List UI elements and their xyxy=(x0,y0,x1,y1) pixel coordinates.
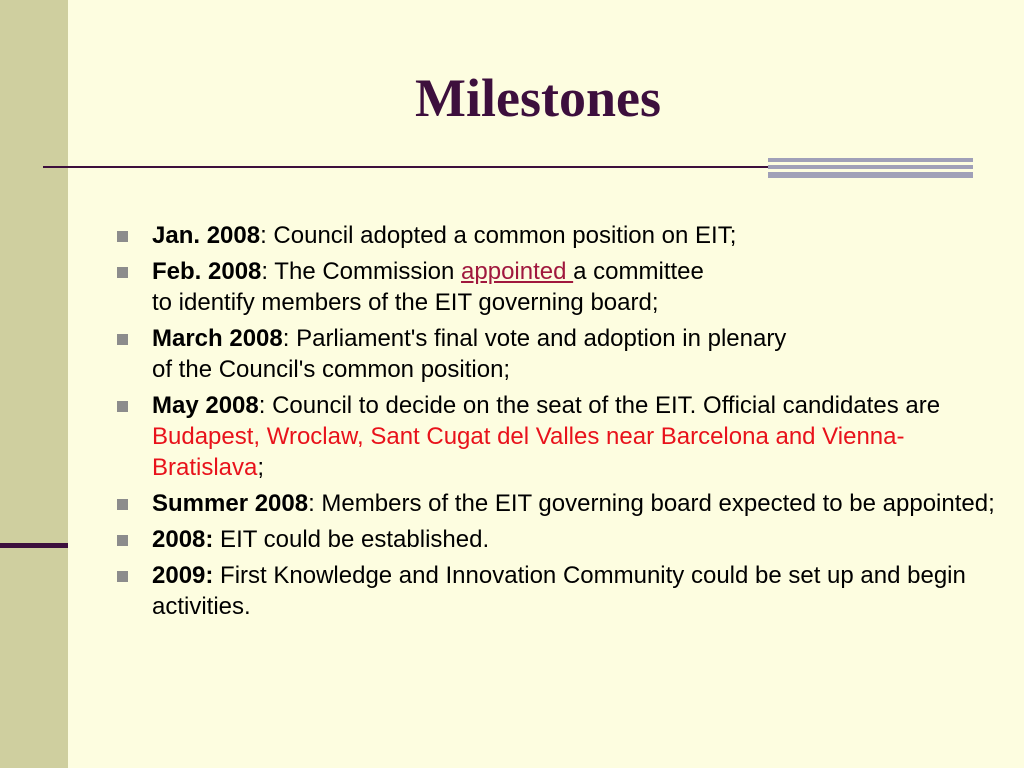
square-bullet-icon xyxy=(117,401,128,412)
square-bullet-icon xyxy=(117,535,128,546)
square-bullet-icon xyxy=(117,334,128,345)
milestone-date: Summer 2008 xyxy=(152,490,309,517)
milestone-description: ; xyxy=(257,454,265,481)
milestone-description: First Knowledge and Innovation Community could be set up and begin activities. xyxy=(152,562,966,620)
milestone-date: Jan. 2008 xyxy=(152,222,261,249)
milestone-item xyxy=(117,256,997,318)
stripe-bottom xyxy=(768,172,973,178)
candidate-cities-text: Budapest, Wroclaw, Sant Cugat del Valles near Barcelona and Vienna-Bratislava xyxy=(152,423,905,481)
milestone-item xyxy=(117,560,997,622)
milestone-date: March 2008 xyxy=(152,325,283,352)
milestone-list xyxy=(117,220,997,627)
square-bullet-icon xyxy=(117,499,128,510)
milestone-item xyxy=(117,323,997,385)
slide-title: Milestones xyxy=(415,68,661,128)
milestone-item xyxy=(117,220,997,251)
milestone-description: : The Commission xyxy=(261,258,462,285)
title-underline-rule xyxy=(43,166,770,168)
appointed-link[interactable]: appointed xyxy=(461,258,574,285)
milestone-description: of the Council's common position; xyxy=(152,356,511,383)
left-decorative-band xyxy=(0,0,68,768)
left-band-accent-line xyxy=(0,543,68,548)
stripe-middle xyxy=(768,165,973,169)
milestone-description: a committee xyxy=(573,258,704,285)
milestone-date: 2008: xyxy=(152,526,214,553)
milestone-date: 2009: xyxy=(152,562,214,589)
milestone-date: Feb. 2008 xyxy=(152,258,262,285)
milestone-description: : Parliament's final vote and adoption in plenary xyxy=(282,325,787,352)
milestone-date: May 2008 xyxy=(152,392,259,419)
milestone-description: : Council adopted a common position on EIT; xyxy=(260,222,737,249)
milestone-item xyxy=(117,524,997,555)
square-bullet-icon xyxy=(117,267,128,278)
square-bullet-icon xyxy=(117,571,128,582)
milestone-description: EIT could be established. xyxy=(213,526,490,553)
milestone-item xyxy=(117,488,997,519)
square-bullet-icon xyxy=(117,231,128,242)
milestone-item xyxy=(117,390,997,483)
milestone-description: : Members of the EIT governing board expected to be appointed; xyxy=(308,490,995,517)
stripe-top xyxy=(768,158,973,162)
milestone-description: to identify members of the EIT governing board; xyxy=(152,289,659,316)
milestone-description: : Council to decide on the seat of the EIT. Official candidates are xyxy=(258,392,941,419)
